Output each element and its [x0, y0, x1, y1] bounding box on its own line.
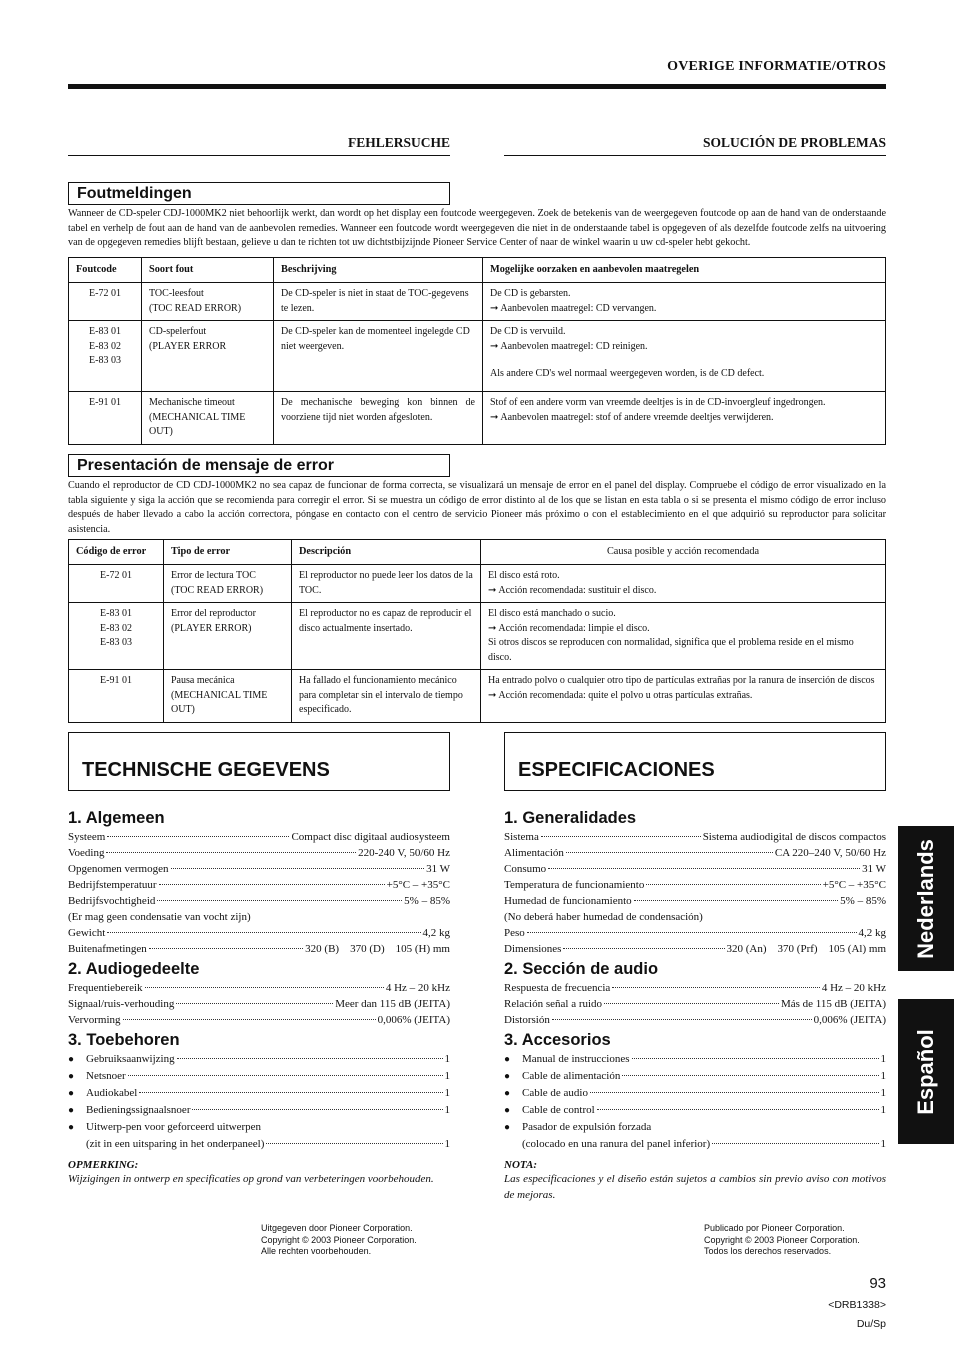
es-specs-audio-heading: 2. Sección de audio — [504, 960, 659, 978]
column-header: Beschrijving — [274, 258, 483, 283]
arrow-right-icon: ➞ — [490, 302, 499, 314]
error-description: El reproductor no puede leer los datos de la TOC. — [292, 565, 481, 603]
table-row — [69, 603, 886, 670]
nl-errors-intro: Wanneer de CD-speler CDJ-1000MK2 niet behoorlijk werkt, dan wordt op het display een foutcode weergegeven. Zoek de betekenis van de weergegeven foutcode op aan de hand van de onderstaande tabel en verhelp de fout aan de hand van de aanbevolen remedies. Wanneer een foutcode wordt weergegeven die niet in de onderstaande tabel is opgegeven of als dezelfde foutcode zelfs na uitvoering van de opgegeven remedies blijft bestaan, gelieve u dan te richten tot uw dichtstbijzijnde Pioneer Service Center of naar de winkel waarin u uw cd-speler hebt gekocht. — [68, 208, 886, 248]
error-type: CD-spelerfout — [149, 326, 207, 337]
error-action: Aanbevolen maatregel: CD vervangen. — [500, 302, 657, 314]
page-number: 93 — [869, 1275, 886, 1292]
error-description: El reproductor no es capaz de reproducir el disco actualmente insertado. — [292, 603, 481, 670]
column-header: Mogelijke oorzaken en aanbevolen maatregelen — [483, 258, 886, 283]
nl-note-text: Wijzigingen in ontwerp en specificaties op grond van verbeteringen voorbehouden. — [68, 1173, 434, 1185]
error-type-en: (TOC READ ERROR) — [149, 302, 242, 314]
list-item: ● Cable de alimentación 1 — [504, 1068, 886, 1085]
bullet-icon: ● — [504, 1105, 511, 1116]
language-code: Du/Sp — [856, 1318, 886, 1330]
spec-row: Bedrijfstemperatuur +5°C – +35°C — [68, 879, 450, 891]
list-item: ● Netsnoer 1 — [68, 1068, 450, 1085]
column-header: Causa posible y acción recomendada — [481, 540, 886, 565]
arrow-right-icon: ➞ — [488, 689, 497, 701]
column-header: Tipo de error — [164, 540, 292, 565]
table-row — [69, 565, 886, 603]
section-title-right: SOLUCIÓN DE PROBLEMAS — [702, 135, 886, 150]
nl-error-table — [68, 257, 886, 445]
spec-row: Systeem Compact disc digitaal audiosysteem — [68, 831, 450, 843]
spec-row: Sistema Sistema audiodigital de discos compactos — [504, 831, 886, 843]
list-item: ● Manual de instrucciones 1 — [504, 1051, 886, 1068]
error-type-en: (MECHANICAL TIME OUT) — [149, 411, 246, 437]
spec-note: (Er mag geen condensatie van vocht zijn) — [68, 911, 251, 923]
list-item: ● Gebruiksaanwijzing 1 — [68, 1051, 450, 1068]
header-title: OVERIGE INFORMATIE/OTROS — [667, 59, 886, 74]
nl-note-heading: OPMERKING: — [68, 1159, 139, 1171]
es-specs — [504, 809, 886, 1203]
es-specs-accessories-heading: 3. Accesorios — [504, 1031, 611, 1049]
bullet-icon: ● — [68, 1088, 75, 1099]
nl-specs — [68, 809, 450, 1187]
spec-row: Buitenafmetingen 320 (B) 370 (D) 105 (H) mm — [68, 943, 450, 955]
error-description: De mechanische beweging kon binnen de voorziene tijd niet worden afgesloten. — [274, 392, 483, 445]
spec-row: Dimensiones 320 (An) 370 (Prf) 105 (Al) mm — [504, 943, 886, 955]
column-header: Código de error — [69, 540, 164, 565]
error-code: E-72 01 — [69, 565, 164, 603]
spec-row: Opgenomen vermogen 31 W — [68, 863, 450, 875]
column-header: Foutcode — [69, 258, 142, 283]
error-extra: Si otros discos se reproducen con normalidad, significa que el problema reside en el mismo disco. — [488, 637, 854, 663]
bullet-icon: ● — [68, 1105, 75, 1116]
es-errors-heading: Presentación de mensaje de error — [68, 454, 450, 477]
nl-specs-accessories-heading: 3. Toebehoren — [68, 1031, 180, 1049]
arrow-right-icon: ➞ — [490, 411, 499, 423]
error-code: E-72 01 — [69, 283, 142, 321]
error-action: Acción recomendada: limpie el disco. — [498, 622, 650, 634]
arrow-right-icon: ➞ — [490, 340, 499, 352]
error-action: Acción recomendada: sustituir el disco. — [498, 584, 657, 596]
column-header: Descripción — [292, 540, 481, 565]
list-item: ● Audiokabel 1 — [68, 1085, 450, 1102]
spec-row: Distorsión 0,006% (JEITA) — [504, 1014, 886, 1026]
error-code: E-91 01 — [69, 392, 142, 445]
list-item: ● Uitwerp-pen voor geforceerd uitwerpen — [68, 1119, 450, 1136]
error-cause: Stof of een andere vorm van vreemde deeltjes is in de CD-invoergleuf ingedrongen. — [490, 397, 826, 408]
arrow-right-icon: ➞ — [488, 622, 497, 634]
nl-specs-audio-heading: 2. Audiogedeelte — [68, 960, 200, 978]
spec-row: Vervorming 0,006% (JEITA) — [68, 1014, 450, 1026]
spec-row: Alimentación CA 220–240 V, 50/60 Hz — [504, 847, 886, 859]
error-type-en: (PLAYER ERROR — [149, 340, 227, 352]
list-item: ● Bedieningssignaalsnoer 1 — [68, 1102, 450, 1119]
spec-note: (No deberá haber humedad de condensación) — [504, 911, 703, 923]
error-type: Error de lectura TOC — [171, 570, 256, 581]
error-description: Ha fallado el funcionamiento mecánico para completar sin el intervalo de tiempo especificado. — [292, 670, 481, 723]
section-rule-left — [68, 155, 450, 156]
bullet-icon: ● — [504, 1088, 511, 1099]
nl-specs-general-heading: 1. Algemeen — [68, 809, 165, 827]
spec-row: Relación señal a ruido Más de 115 dB (JEITA) — [504, 998, 886, 1010]
error-description: De CD-speler kan de momenteel ingelegde CD niet weergeven. — [274, 321, 483, 392]
error-code: E-91 01 — [69, 670, 164, 723]
spec-row: Peso 4,2 kg — [504, 927, 886, 939]
bullet-icon: ● — [504, 1122, 511, 1133]
list-item: ● Cable de audio 1 — [504, 1085, 886, 1102]
list-item-continued: (colocado en una ranura del panel inferior) 1 — [522, 1138, 886, 1150]
spec-row: Voeding 220-240 V, 50/60 Hz — [68, 847, 450, 859]
table-row — [69, 321, 886, 392]
error-action: Acción recomendada: quite el polvo u otras partículas extrañas. — [498, 689, 753, 701]
spec-row: Humedad de funcionamiento 5% – 85% — [504, 895, 886, 907]
error-type: Mechanische timeout — [149, 397, 235, 408]
es-specs-title: ESPECIFICACIONES — [504, 732, 886, 791]
error-cause: De CD is gebarsten. — [490, 288, 571, 299]
es-note-text: Las especificaciones y el diseño están sujetos a cambios sin previo aviso con motivos de mejoras. — [504, 1173, 886, 1201]
list-item: ● Cable de control 1 — [504, 1102, 886, 1119]
spec-row: Frequentiebereik 4 Hz – 20 kHz — [68, 982, 450, 994]
bullet-icon: ● — [504, 1071, 511, 1082]
tab-nederlands[interactable]: Nederlands — [898, 826, 954, 971]
error-type: Error del reproductor — [171, 608, 256, 619]
error-cause: Ha entrado polvo o cualquier otro tipo de partículas extrañas por la ranura de inserción de discos — [488, 675, 875, 686]
bullet-icon: ● — [68, 1122, 75, 1133]
table-row — [69, 283, 886, 321]
error-type: Pausa mecánica — [171, 675, 235, 686]
section-title-left: FEHLERSUCHE — [347, 135, 450, 150]
error-action: Aanbevolen maatregel: stof of andere vreemde deeltjes verwijderen. — [500, 411, 774, 423]
error-extra: Als andere CD's wel normaal weergegeven worden, is de CD defect. — [490, 368, 765, 379]
error-cause: El disco está roto. — [488, 570, 560, 581]
error-code: E-83 01 E-83 02 E-83 03 — [69, 321, 142, 392]
tab-espanol[interactable]: Español — [898, 999, 954, 1144]
error-cause: De CD is vervuild. — [490, 326, 566, 337]
bullet-icon: ● — [68, 1071, 75, 1082]
arrow-right-icon: ➞ — [488, 584, 497, 596]
spec-row: Consumo 31 W — [504, 863, 886, 875]
error-code: E-83 01 E-83 02 E-83 03 — [69, 603, 164, 670]
error-cause: El disco está manchado o sucio. — [488, 608, 616, 619]
table-row — [69, 392, 886, 445]
spec-row: Gewicht 4,2 kg — [68, 927, 450, 939]
list-item-continued: (zit in een uitsparing in het onderpaneel) 1 — [86, 1138, 450, 1150]
es-errors-intro: Cuando el reproductor de CD CDJ-1000MK2 no sea capaz de funcionar de forma correcta, se visualizará un mensaje de error en el panel del display. Compruebe el código de error visualizado en la tabla siguiente y siga la acción que se recomienda para corregir el error. Si se muestra un código de error distinto al de los que se listan en esta tabla o si se presenta el mismo código de error incluso después de haber llevado a cabo la acción correctora, póngase en contacto con el centro de servicio Pioneer más próximo o con el establecimiento en el que adquirió su reproductor para solicitar asistencia. — [68, 480, 886, 535]
error-description: De CD-speler is niet in staat de TOC-gegevens te lezen. — [274, 283, 483, 321]
list-item: ● Pasador de expulsión forzada — [504, 1119, 886, 1136]
spec-row: Bedrijfsvochtigheid 5% – 85% — [68, 895, 450, 907]
es-specs-general-heading: 1. Generalidades — [504, 809, 637, 827]
es-publisher-info: Publicado por Pioneer Corporation. Copyright © 2003 Pioneer Corporation. Todos los derechos reservados. — [704, 1223, 860, 1256]
document-code: <DRB1338> — [828, 1299, 886, 1311]
nl-publisher-info: Uitgegeven door Pioneer Corporation. Copyright © 2003 Pioneer Corporation. Alle rechten voorbehouden. — [261, 1223, 417, 1256]
bullet-icon: ● — [504, 1054, 511, 1065]
spec-row: Respuesta de frecuencia 4 Hz – 20 kHz — [504, 982, 886, 994]
spec-row: Temperatura de funcionamiento +5°C – +35°C — [504, 879, 886, 891]
nl-specs-title: TECHNISCHE GEGEVENS — [68, 732, 450, 791]
error-type-en: (TOC READ ERROR) — [171, 584, 264, 596]
bullet-icon: ● — [68, 1054, 75, 1065]
es-note-heading: NOTA: — [504, 1159, 537, 1171]
error-type: TOC-leesfout — [149, 288, 204, 299]
column-header: Soort fout — [142, 258, 274, 283]
nl-errors-heading: Foutmeldingen — [68, 182, 450, 205]
section-rule-right — [504, 155, 886, 156]
error-action: Aanbevolen maatregel: CD reinigen. — [500, 340, 648, 352]
table-row — [69, 670, 886, 723]
error-type-en: (MECHANICAL TIME OUT) — [171, 689, 268, 715]
spec-row: Signaal/ruis-verhouding Meer dan 115 dB (JEITA) — [68, 998, 450, 1010]
header-rule — [68, 84, 886, 89]
es-error-table — [68, 539, 886, 723]
error-type-en: (PLAYER ERROR) — [171, 622, 252, 634]
